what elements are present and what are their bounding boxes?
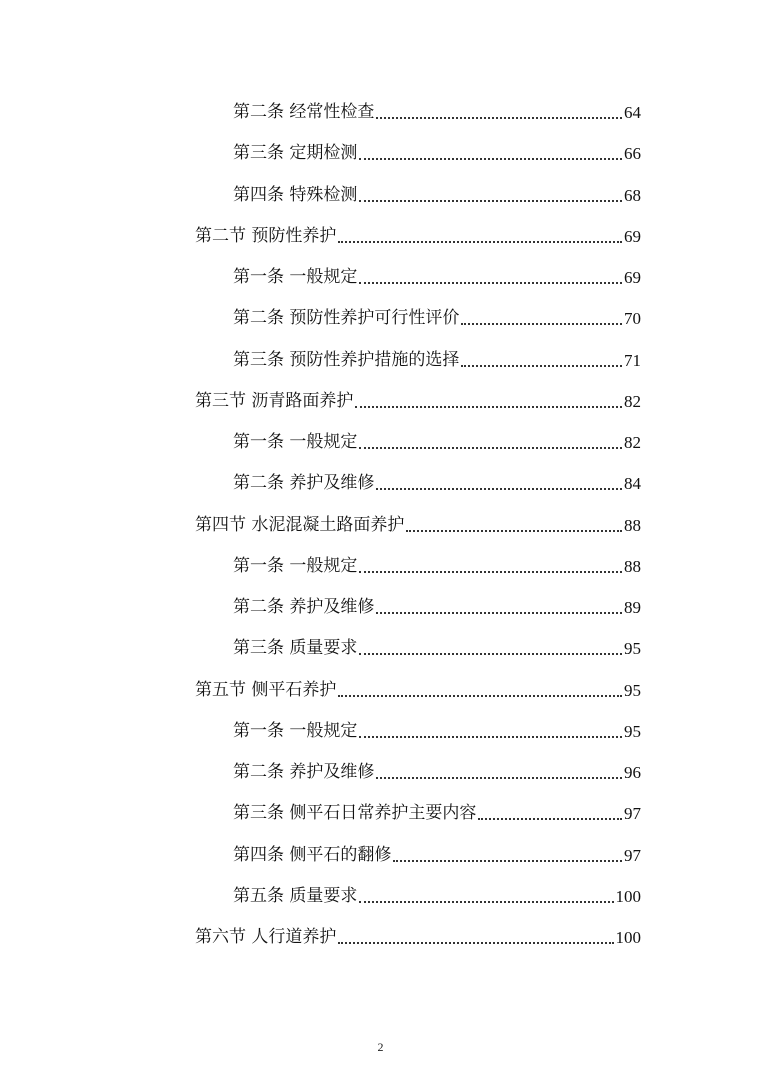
toc-entry-page-number: 64: [624, 103, 641, 123]
toc-article-entry[interactable]: [0, 422, 641, 463]
toc-entry-page-number: 96: [624, 763, 641, 783]
toc-entry-page-number: 95: [624, 721, 641, 741]
toc-entry-page-number: 97: [624, 845, 641, 865]
toc-entry-label: 第五条 质量要求: [233, 885, 358, 906]
toc-section-entry[interactable]: [0, 670, 641, 711]
toc-dot-leader: [338, 228, 622, 245]
toc-dot-leader: [376, 599, 622, 616]
toc-article-entry[interactable]: [0, 463, 641, 504]
toc-entry-page-number: 66: [624, 144, 641, 164]
toc-article-entry[interactable]: [0, 298, 641, 339]
toc-entry-page-number: 100: [615, 928, 641, 948]
toc-article-entry[interactable]: [0, 340, 641, 381]
toc-entry-page-number: 88: [624, 556, 641, 576]
toc-dot-leader: [359, 888, 613, 905]
toc-entry-label: 第三节 沥青路面养护: [195, 390, 354, 411]
toc-section-entry[interactable]: [0, 505, 641, 546]
toc-entry-label: 第三条 预防性养护措施的选择: [233, 349, 460, 370]
toc-dot-leader: [338, 929, 613, 946]
toc-dot-leader: [478, 805, 622, 822]
toc-dot-leader: [376, 104, 622, 121]
toc-entry-page-number: 82: [624, 391, 641, 411]
toc-entry-page-number: 95: [624, 680, 641, 700]
toc-article-entry[interactable]: [0, 133, 641, 174]
table-of-contents: [0, 92, 761, 958]
toc-entry-page-number: 82: [624, 433, 641, 453]
toc-entry-label: 第一条 一般规定: [233, 555, 358, 576]
toc-entry-page-number: 95: [624, 639, 641, 659]
toc-dot-leader: [359, 145, 622, 162]
toc-entry-label: 第一条 一般规定: [233, 267, 358, 288]
toc-entry-label: 第二条 养护及维修: [233, 762, 375, 783]
toc-entry-label: 第三条 定期检测: [233, 143, 358, 164]
toc-dot-leader: [359, 640, 622, 657]
toc-entry-page-number: 97: [624, 804, 641, 824]
toc-entry-page-number: 89: [624, 598, 641, 618]
toc-article-entry[interactable]: [0, 835, 641, 876]
toc-entry-label: 第四节 水泥混凝土路面养护: [195, 514, 405, 535]
toc-entry-label: 第四条 侧平石的翻修: [233, 844, 392, 865]
toc-entry-page-number: 100: [615, 886, 641, 906]
toc-article-entry[interactable]: [0, 628, 641, 669]
toc-dot-leader: [359, 269, 622, 286]
toc-dot-leader: [461, 352, 622, 369]
toc-dot-leader: [338, 682, 622, 699]
toc-article-entry[interactable]: [0, 793, 641, 834]
toc-entry-label: 第二条 养护及维修: [233, 597, 375, 618]
toc-entry-label: 第二条 预防性养护可行性评价: [233, 308, 460, 329]
toc-dot-leader: [376, 764, 622, 781]
toc-dot-leader: [359, 434, 622, 451]
page-number: 2: [377, 1040, 384, 1054]
toc-dot-leader: [359, 558, 622, 575]
toc-section-entry[interactable]: [0, 381, 641, 422]
toc-entry-label: 第六节 人行道养护: [195, 927, 337, 948]
toc-dot-leader: [359, 723, 622, 740]
toc-entry-label: 第一条 一般规定: [233, 432, 358, 453]
toc-dot-leader: [406, 517, 622, 534]
toc-entry-page-number: 70: [624, 309, 641, 329]
toc-dot-leader: [359, 187, 622, 204]
toc-entry-label: 第四条 特殊检测: [233, 184, 358, 205]
toc-article-entry[interactable]: [0, 752, 641, 793]
toc-article-entry[interactable]: [0, 711, 641, 752]
toc-article-entry[interactable]: [0, 92, 641, 133]
toc-entry-label: 第五节 侧平石养护: [195, 679, 337, 700]
toc-entry-label: 第二条 养护及维修: [233, 473, 375, 494]
toc-entry-page-number: 84: [624, 474, 641, 494]
toc-entry-label: 第二条 经常性检查: [233, 102, 375, 123]
toc-entry-label: 第一条 一般规定: [233, 720, 358, 741]
toc-entry-page-number: 69: [624, 226, 641, 246]
toc-article-entry[interactable]: [0, 546, 641, 587]
toc-entry-label: 第三条 质量要求: [233, 638, 358, 659]
toc-dot-leader: [355, 393, 622, 410]
toc-article-entry[interactable]: [0, 587, 641, 628]
toc-article-entry[interactable]: [0, 257, 641, 298]
toc-entry-page-number: 68: [624, 185, 641, 205]
toc-entry-page-number: 71: [624, 350, 641, 370]
toc-dot-leader: [393, 847, 622, 864]
toc-article-entry[interactable]: [0, 175, 641, 216]
toc-entry-label: 第二节 预防性养护: [195, 225, 337, 246]
toc-dot-leader: [461, 310, 622, 327]
toc-section-entry[interactable]: [0, 917, 641, 958]
toc-dot-leader: [376, 475, 622, 492]
toc-entry-page-number: 88: [624, 515, 641, 535]
toc-entry-label: 第三条 侧平石日常养护主要内容: [233, 803, 477, 824]
toc-article-entry[interactable]: [0, 876, 641, 917]
toc-section-entry[interactable]: [0, 216, 641, 257]
toc-entry-page-number: 69: [624, 268, 641, 288]
